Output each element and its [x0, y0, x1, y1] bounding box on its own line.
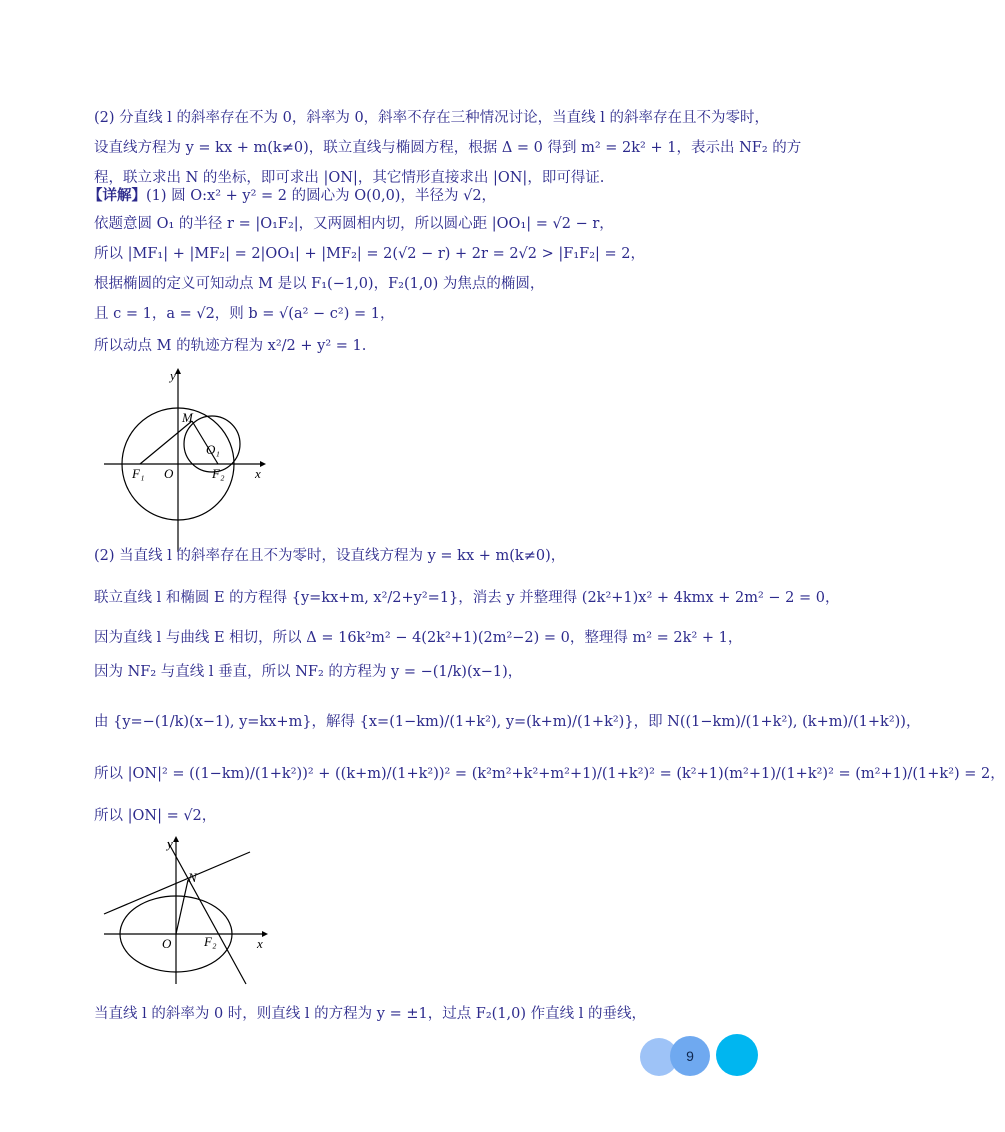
text-line-16: 所以 |ON| = √2，: [94, 808, 217, 824]
text-line-6: 所以 |MF₁| + |MF₂| = 2|OO₁| + |MF₂| = 2(√2 − r) + 2r = 2√2 > |F₁F₂| = 2，: [94, 246, 645, 262]
text-line-11: 联立直线 l 和椭圆 E 的方程得 {y=kx+m, x²/2+y²=1}，消去 y 并整理得 (2k²+1)x² + 4kmx + 2m² − 2 = 0，: [94, 590, 840, 606]
figure-ellipse: [100, 834, 280, 994]
text-line-10: (2) 当直线 l 的斜率存在且不为零时，设直线方程为 y = kx + m(k≠0)，: [94, 548, 566, 564]
fig2-label-O: O: [162, 936, 172, 951]
text-line-1: (2) 分直线 l 的斜率存在不为 0，斜率为 0，斜率不存在三种情况讨论，当直线 l 的斜率存在且不为零时，: [94, 110, 770, 126]
figure-circles: [100, 366, 270, 556]
segment-ON: [176, 880, 188, 934]
page-number-badge: [640, 1034, 760, 1078]
text-line-3: 程，联立求出 N 的坐标，即可求出 |ON|，其它情形直接求出 |ON|，即可得证.: [94, 170, 605, 186]
fig1-label-O1: O₁: [206, 442, 220, 457]
text-line-12: 因为直线 l 与曲线 E 相切，所以 Δ = 16k²m² − 4(2k²+1)(2m²−2) = 0，整理得 m² = 2k² + 1，: [94, 630, 743, 646]
text-line-4: (1) 圆 O:x² + y² = 2 的圆心为 O(0,0)，半径为 √2，: [146, 188, 497, 204]
line-NF2: [168, 842, 246, 984]
text-line-5: 依题意圆 O₁ 的半径 r = |O₁F₂|，又两圆相内切，所以圆心距 |OO₁| = √2 − r，: [94, 216, 614, 232]
fig1-label-F2: F₂: [212, 466, 225, 481]
fig1-label-y: y: [170, 368, 176, 383]
text-line-13: 因为 NF₂ 与直线 l 垂直，所以 NF₂ 的方程为 y = −(1/k)(x−1)，: [94, 664, 523, 680]
page-number: 9: [670, 1036, 710, 1076]
fig1-label-M: M: [182, 410, 193, 425]
tangent-line-l: [104, 852, 250, 914]
text-line-8: 且 c = 1，a = √2，则 b = √(a² − c²) = 1，: [94, 306, 395, 322]
detail-tag: 【详解】: [88, 187, 146, 204]
fig1-label-O: O: [164, 466, 174, 481]
text-line-2: 设直线方程为 y = kx + m(k≠0)，联立直线与椭圆方程，根据 Δ = 0 得到 m² = 2k² + 1，表示出 NF₂ 的方: [94, 140, 802, 156]
fig2-label-y: y: [167, 836, 173, 851]
text-line-17: 当直线 l 的斜率为 0 时，则直线 l 的方程为 y = ±1，过点 F₂(1,0) 作直线 l 的垂线，: [94, 1006, 647, 1022]
fig2-label-N: N: [188, 870, 197, 885]
text-line-7: 根据椭圆的定义可知动点 M 是以 F₁(−1,0)，F₂(1,0) 为焦点的椭圆，: [94, 276, 545, 292]
decor-circle-right: [716, 1034, 758, 1076]
text-line-9: 所以动点 M 的轨迹方程为 x²/2 + y² = 1.: [94, 338, 367, 354]
fig1-label-F1: F₁: [132, 466, 145, 481]
text-line-14: 由 {y=−(1/k)(x−1), y=kx+m}，解得 {x=(1−km)/(1+k²), y=(k+m)/(1+k²)}，即 N((1−km)/(1+k²), (k+m)/(1+k²))，: [94, 714, 921, 730]
detail-line: [88, 186, 760, 206]
text-line-15: 所以 |ON|² = ((1−km)/(1+k²))² + ((k+m)/(1+k²))² = (k²m²+k²+m²+1)/(1+k²)² = (k²+1)(m²+1)/(1+k²)² = (m²+1)/(1+k²) = 2，: [94, 766, 1005, 782]
fig2-label-F2: F₂: [204, 934, 217, 949]
fig2-label-x: x: [257, 936, 263, 951]
fig1-label-x: x: [255, 466, 261, 481]
